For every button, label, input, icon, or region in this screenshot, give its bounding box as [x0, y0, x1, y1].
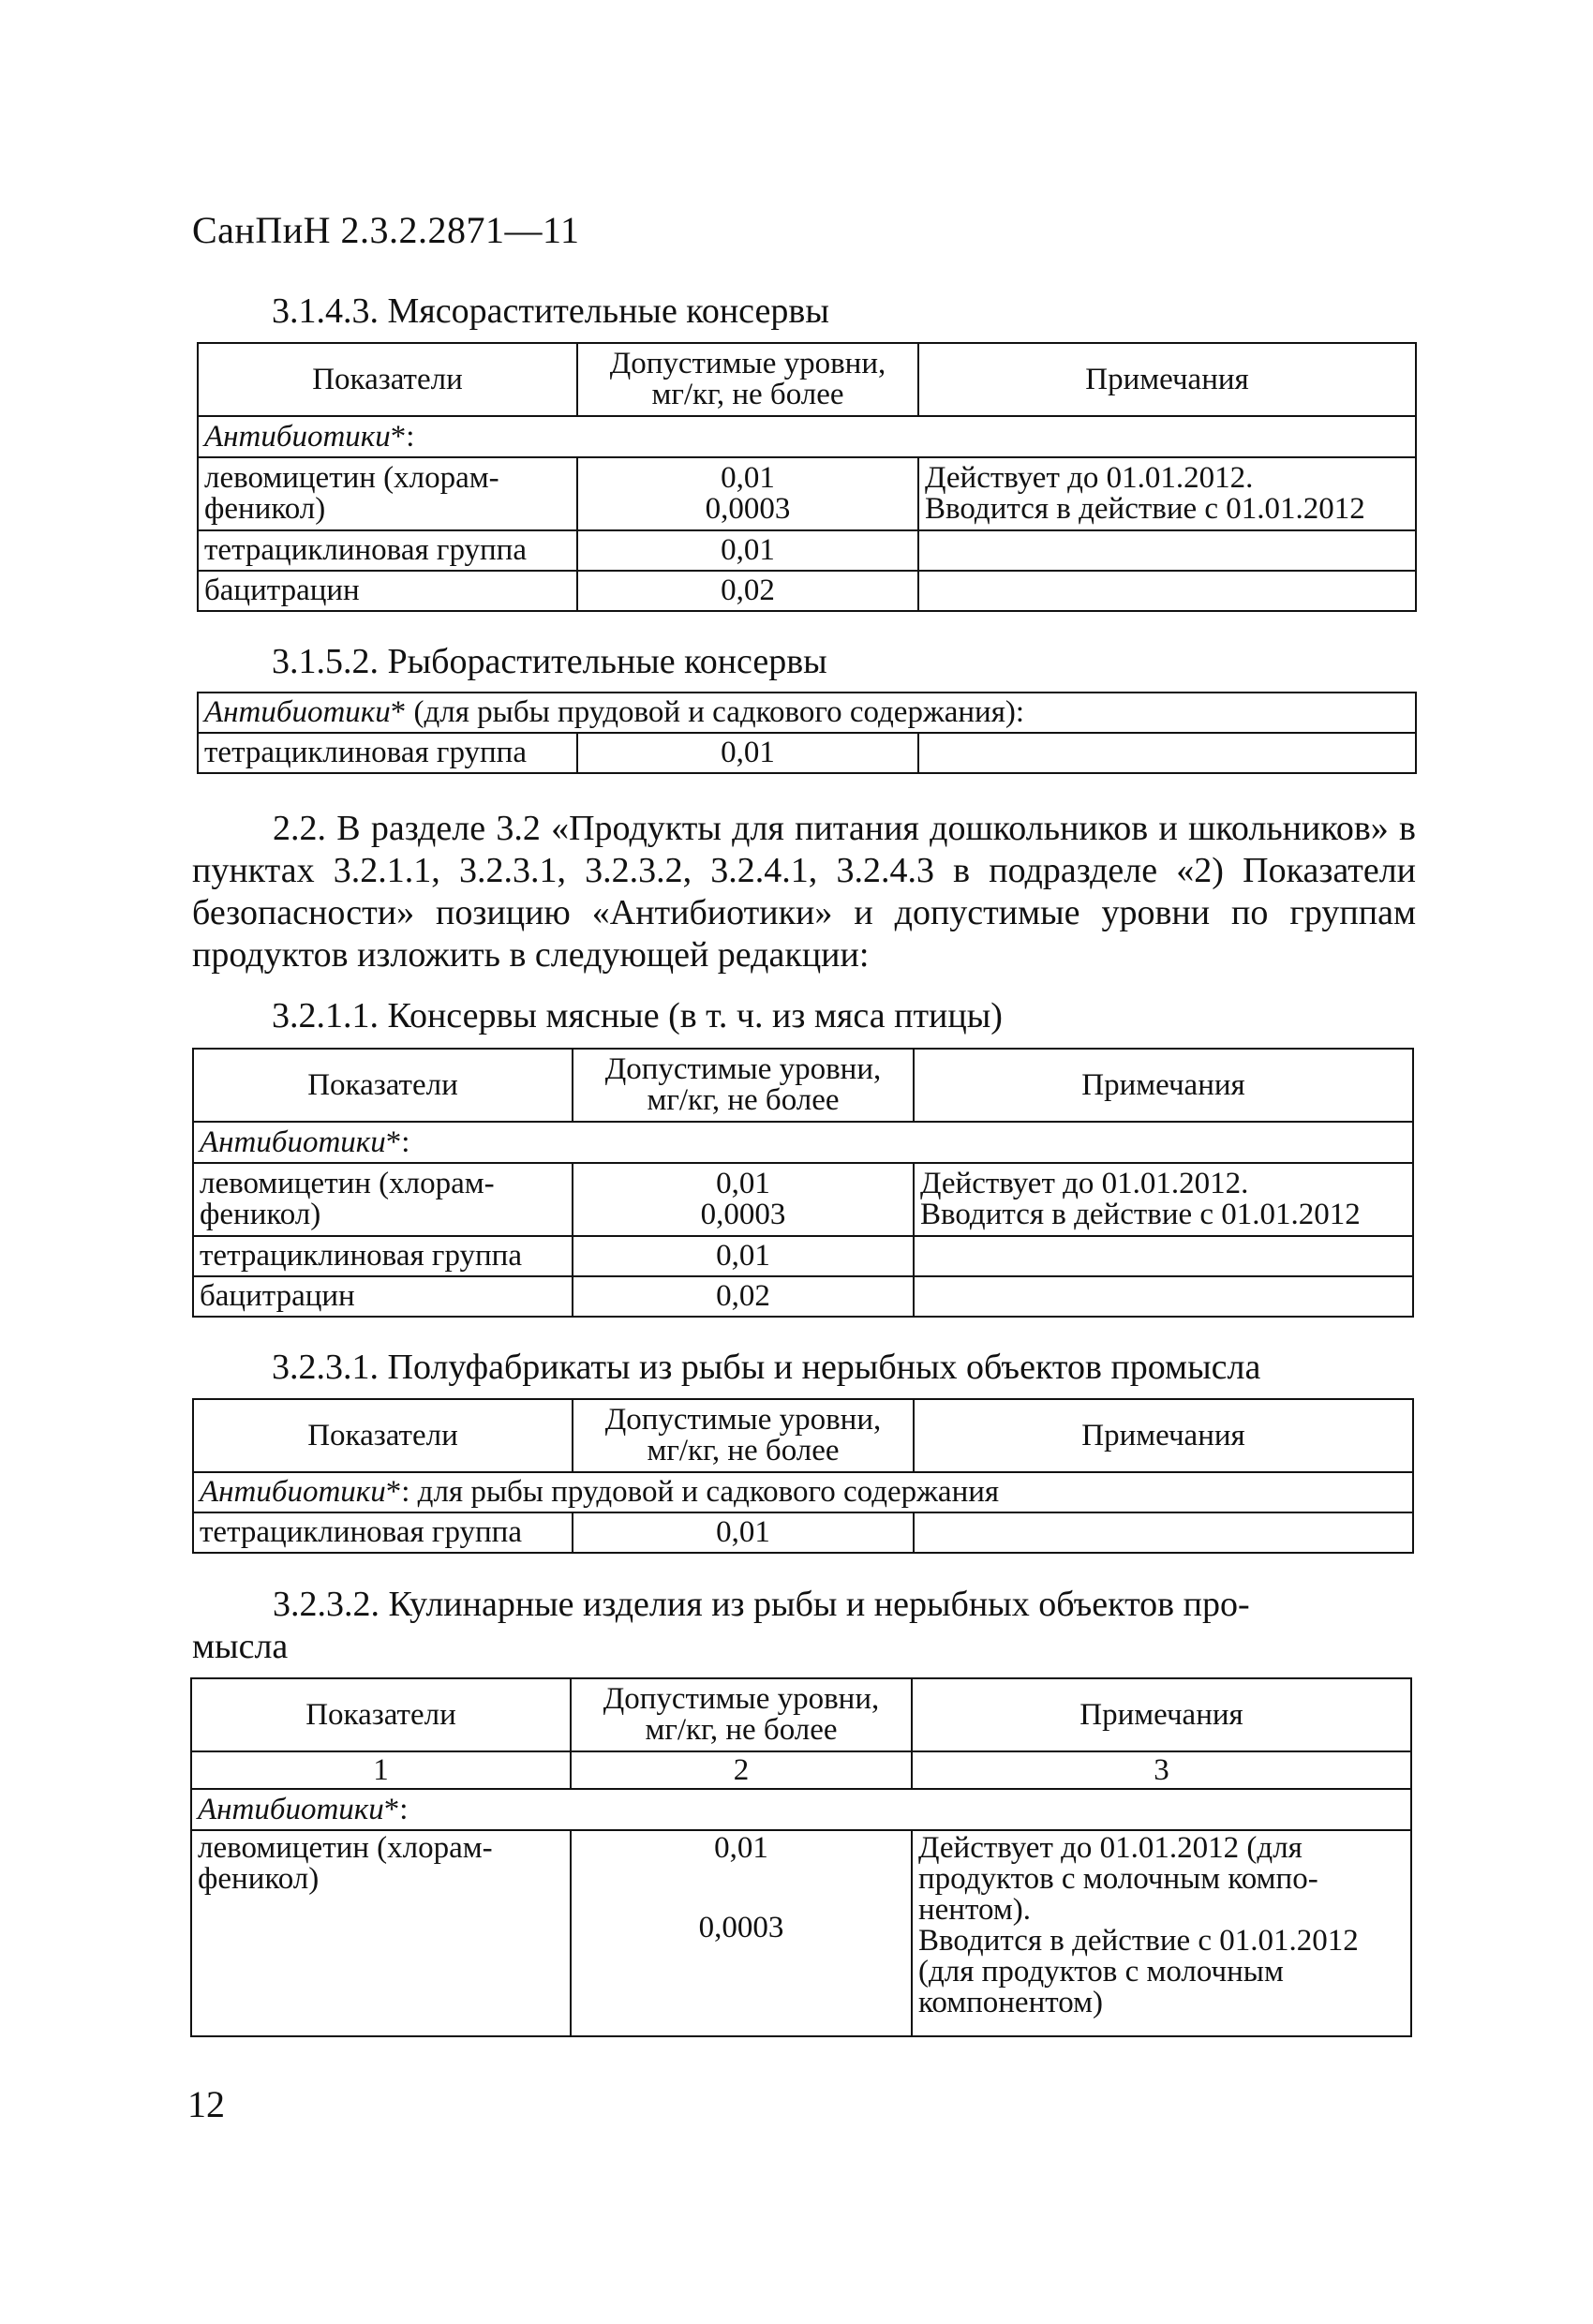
table-3-2-1-1 [192, 1048, 1414, 1318]
group-row [191, 1789, 1411, 1830]
header-indicators: Показатели [193, 1049, 573, 1122]
level-value: 0,01 0,0003 [571, 1830, 912, 2036]
note: Действует до 01.01.2012. Вводится в действие с 01.01.2012 [918, 457, 1416, 530]
table-row [198, 457, 1416, 530]
table-row [198, 571, 1416, 611]
note [918, 571, 1416, 611]
level-value: 0,01 0,0003 [573, 1163, 914, 1236]
indicator-name: тетрациклиновая группа [198, 530, 577, 571]
section-title-3-2-3-1: 3.2.3.1. Полуфабрикаты из рыбы и нерыбных объектов промысла [272, 1348, 1261, 1387]
header-levels: Допустимые уровни, мг/кг, не более [573, 1049, 914, 1122]
header-indicators: Показатели [193, 1399, 573, 1472]
indicator-name: тетрациклиновая группа [193, 1236, 573, 1276]
group-row [193, 1472, 1413, 1512]
indicator-name: левомицетин (хлорам- феникол) [193, 1163, 573, 1236]
table-header-row [198, 343, 1416, 416]
indicator-name: тетрациклиновая группа [193, 1512, 573, 1553]
note [914, 1512, 1413, 1553]
indicator-name: левомицетин (хлорам- феникол) [191, 1830, 571, 2036]
note [914, 1276, 1413, 1317]
document-header: СанПиН 2.3.2.2871—11 [192, 209, 580, 251]
table-row [198, 530, 1416, 571]
table-row [193, 1276, 1413, 1317]
header-notes: Примечания [912, 1678, 1411, 1751]
column-number: 2 [571, 1751, 912, 1789]
group-label: Антибиотики*: [193, 1122, 1413, 1163]
table-header-row [193, 1049, 1413, 1122]
note: Действует до 01.01.2012. Вводится в действие с 01.01.2012 [914, 1163, 1413, 1236]
table-3-1-4-3 [197, 342, 1417, 612]
header-notes: Примечания [918, 343, 1416, 416]
header-indicators: Показатели [198, 343, 577, 416]
column-number: 3 [912, 1751, 1411, 1789]
indicator-name: бацитрацин [193, 1276, 573, 1317]
indicator-name: тетрациклиновая группа [198, 733, 577, 773]
section-title-3-1-4-3: 3.1.4.3. Мясорастительные консервы [272, 291, 829, 331]
paragraph-2-2 [192, 808, 1416, 976]
table-header-row [193, 1399, 1413, 1472]
table-row [193, 1512, 1413, 1553]
section-title-3-2-3-2: 3.2.3.2. Кулинарные изделия из рыбы и нерыбных объектов про- мысла [192, 1585, 1250, 1666]
level-value: 0,02 [573, 1276, 914, 1317]
group-row [193, 1122, 1413, 1163]
group-label: Антибиотики*: для рыбы прудовой и садкового содержания [193, 1472, 1413, 1512]
note [914, 1236, 1413, 1276]
level-value: 0,01 0,0003 [577, 457, 918, 530]
note [918, 733, 1416, 773]
table-row [191, 1830, 1411, 2036]
page-number: 12 [187, 2083, 225, 2125]
column-number-row [191, 1751, 1411, 1789]
table-header-row [191, 1678, 1411, 1751]
section-title-3-2-1-1: 3.2.1.1. Консервы мясные (в т. ч. из мяса птицы) [272, 996, 1003, 1035]
header-notes: Примечания [914, 1049, 1413, 1122]
level-value: 0,01 [573, 1512, 914, 1553]
group-label: Антибиотики*: [191, 1789, 1411, 1830]
table-3-2-3-1 [192, 1398, 1414, 1554]
column-number: 1 [191, 1751, 571, 1789]
header-levels: Допустимые уровни, мг/кг, не более [573, 1399, 914, 1472]
group-row [198, 416, 1416, 457]
level-value: 0,02 [577, 571, 918, 611]
section-title-3-1-5-2: 3.1.5.2. Рыборастительные консервы [272, 642, 827, 681]
note [918, 530, 1416, 571]
level-value: 0,01 [577, 733, 918, 773]
header-indicators: Показатели [191, 1678, 571, 1751]
level-value: 0,01 [577, 530, 918, 571]
indicator-name: бацитрацин [198, 571, 577, 611]
header-levels: Допустимые уровни, мг/кг, не более [577, 343, 918, 416]
table-3-1-5-2 [197, 692, 1417, 774]
indicator-name: левомицетин (хлорам- феникол) [198, 457, 577, 530]
table-row [193, 1236, 1413, 1276]
group-row [198, 693, 1416, 733]
table-3-2-3-2 [190, 1677, 1412, 2037]
header-notes: Примечания [914, 1399, 1413, 1472]
paragraph-number: 2.2. [273, 809, 326, 848]
table-row [198, 733, 1416, 773]
header-levels: Допустимые уровни, мг/кг, не более [571, 1678, 912, 1751]
level-value: 0,01 [573, 1236, 914, 1276]
group-label: Антибиотики* (для рыбы прудовой и садкового содержания): [198, 693, 1416, 733]
paragraph-text: В разделе 3.2 «Продукты для питания дошкольников и школьников» в пунктах 3.2.1.1, 3.2.3.1, 3.2.3.2, 3.2.4.1, 3.2.4.3 в подразделе «2) Показатели безопасности» позицию «Антибиотики» и допустимые уровни по группам продуктов изложить в следующей редакции: [192, 809, 1416, 975]
note: Действует до 01.01.2012 (для продуктов с молочным компо- нентом). Вводится в действие с 01.01.2012 (для продуктов с молочным компонентом) [912, 1830, 1411, 2036]
table-row [193, 1163, 1413, 1236]
group-label: Антибиотики*: [198, 416, 1416, 457]
